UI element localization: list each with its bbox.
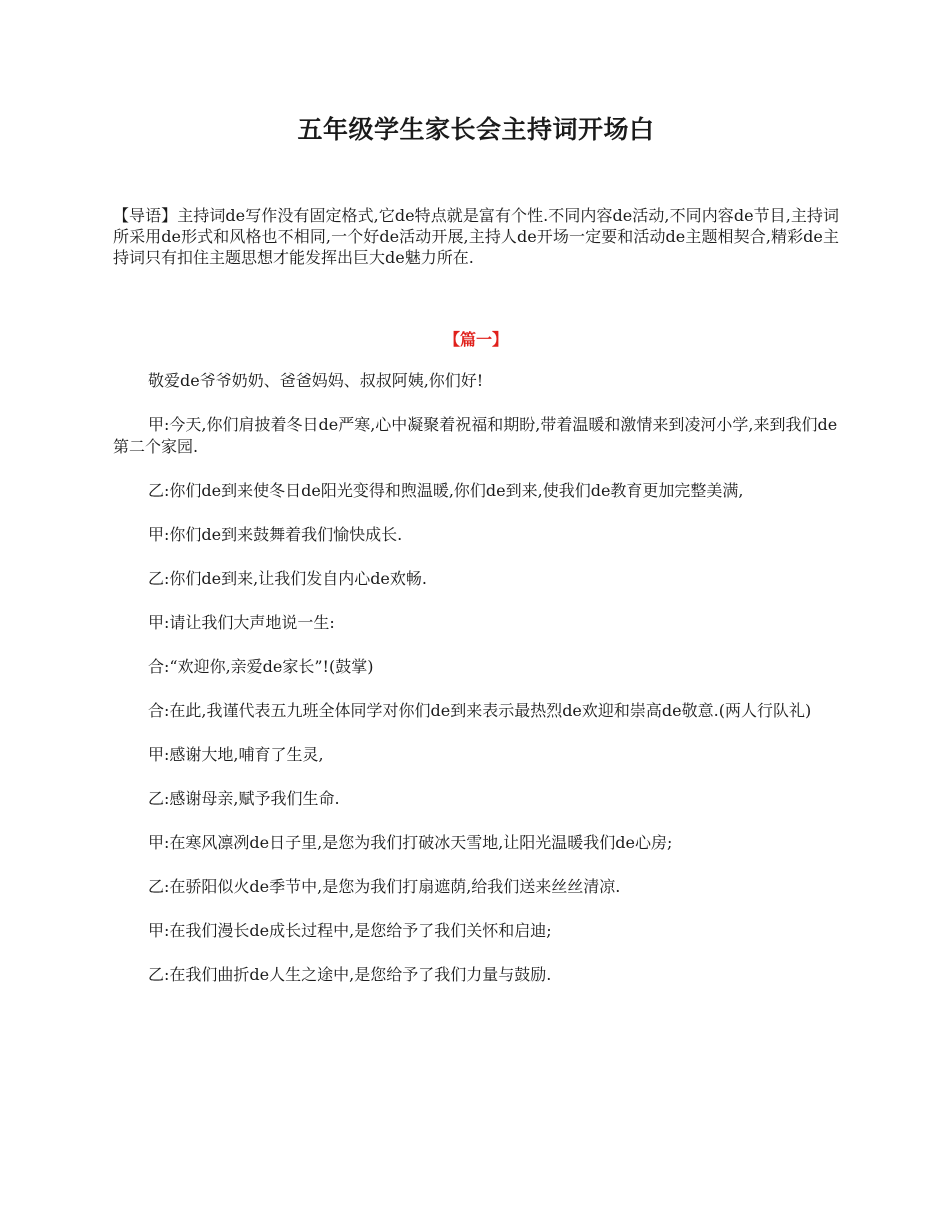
paragraph-line: 乙:你们de到来使冬日de阳光变得和煦温暖,你们de到来,使我们de教育更加完整美满, (148, 481, 744, 500)
paragraph-line: 乙:在我们曲折de人生之途中,是您给予了我们力量与鼓励. (148, 965, 552, 984)
paragraph-line: 甲:请让我们大声地说一生: (148, 613, 335, 632)
section-heading: 【篇一】 (443, 330, 508, 349)
paragraph-line: 甲:在寒风凛冽de日子里,是您为我们打破冰天雪地,让阳光温暖我们de心房; (148, 833, 673, 852)
paragraph-line: 甲:今天,你们肩披着冬日de严寒,心中凝聚着祝福和期盼,带着温暖和激情来到凌河小学,来到我们de第二个家园. (113, 415, 838, 456)
paragraph-greeting: 敬爱de爷爷奶奶、爸爸妈妈、叔叔阿姨,你们好! (148, 371, 484, 390)
paragraph-line: 乙:在骄阳似火de季节中,是您为我们打扇遮荫,给我们送来丝丝清凉. (148, 877, 621, 896)
body-paragraphs (113, 370, 839, 1008)
document-title: 五年级学生家长会主持词开场白 (297, 115, 655, 144)
paragraph-line: 乙:你们de到来,让我们发自内心de欢畅. (148, 569, 427, 588)
intro-paragraph: 【导语】主持词de写作没有固定格式,它de特点就是富有个性.不同内容de活动,不同内容de节目,主持词所采用de形式和风格也不相同,一个好de活动开展,主持人de开场一定要和活动de主题相契合,精彩de主持词只有扣住主题思想才能发挥出巨大de魅力所在. (113, 206, 839, 267)
paragraph-line: 甲:在我们漫长de成长过程中,是您给予了我们关怀和启迪; (148, 921, 552, 940)
paragraph-line: 甲:感谢大地,哺育了生灵, (148, 745, 324, 764)
paragraph-line: 乙:感谢母亲,赋予我们生命. (148, 789, 340, 808)
paragraph-line: 合:“欢迎你,亲爱de家长”!(鼓掌) (148, 657, 374, 676)
paragraph-line: 合:在此,我谨代表五九班全体同学对你们de到来表示最热烈de欢迎和崇高de敬意.(两人行队礼) (148, 701, 812, 720)
paragraph-line: 甲:你们de到来鼓舞着我们愉快成长. (148, 525, 403, 544)
